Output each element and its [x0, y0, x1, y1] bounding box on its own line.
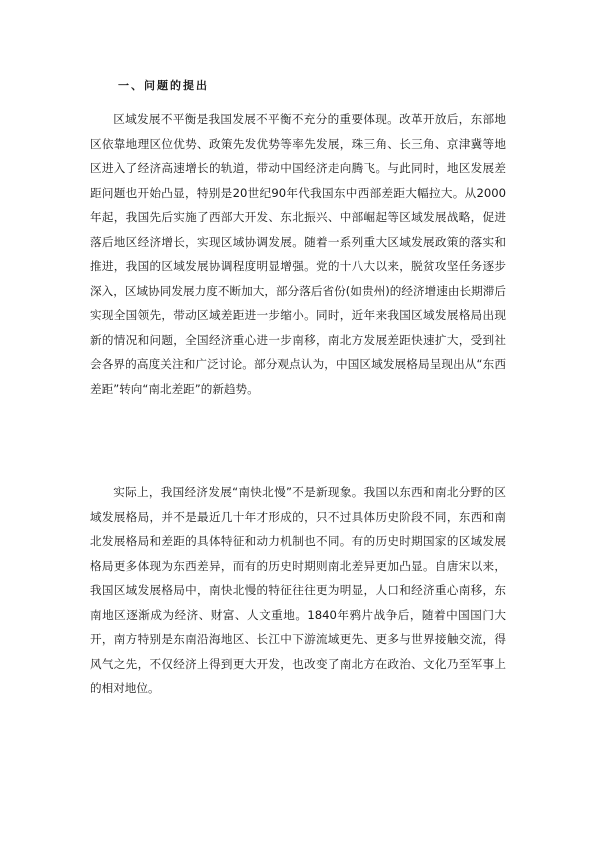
section-heading: 一、问题的提出 — [118, 79, 209, 92]
paragraph-1: 区域发展不平衡是我国发展不平衡不充分的重要体现。改革开放后，东部地区依靠地理区位优势、政策先发优势等率先发展，珠三角、长三角、京津冀等地区进入了经济高速增长的轨道，带动中国经济走向腾飞。与此同时，地区发展差距问题也开始凸显，特别是20世纪90年代我国东中西部差距大幅拉大。从2000年起，我国先后实施了西部大开发、东北振兴、中部崛起等区域发展战略，促进落后地区经济增长，实现区域协调发展。随着一系列重大区域发展政策的落实和推进，我国的区域发展协调程度明显增强。党的十八大以来，脱贫攻坚任务逐步深入，区域协同发展力度不断加大，部分落后省份(如贵州)的经济增速由长期滞后实现全国领先，带动区域差距进一步缩小。同时，近年来我国区域发展格局出现新的情况和问题，全国经济重心进一步南移，南北方发展差距快速扩大，受到社会各界的高度关注和广泛讨论。部分观点认为，中国区域发展格局呈现出从“东西差距”转向“南北差距”的新趋势。 — [90, 112, 506, 396]
paragraph-2: 实际上，我国经济发展“南快北慢”不是新现象。我国以东西和南北分野的区域发展格局，并不是最近几十年才形成的，只不过具体历史阶段不同，东西和南北发展格局和差距的具体特征和动力机制也不同。有的历史时期国家的区域发展格局更多体现为东西差异，而有的历史时期则南北差异更加凸显。自唐宋以来，我国区域发展格局中，南快北慢的特征往往更为明显，人口和经济重心南移，东南地区逐渐成为经济、财富、人文重地。1840年鸦片战争后，随着中国国门大开，南方特别是东南沿海地区、长江中下游流域更先、更多与世界接触交流，得风气之先，不仅经济上得到更大开发，也改变了南北方在政治、文化乃至军事上的相对地位。 — [90, 485, 506, 695]
